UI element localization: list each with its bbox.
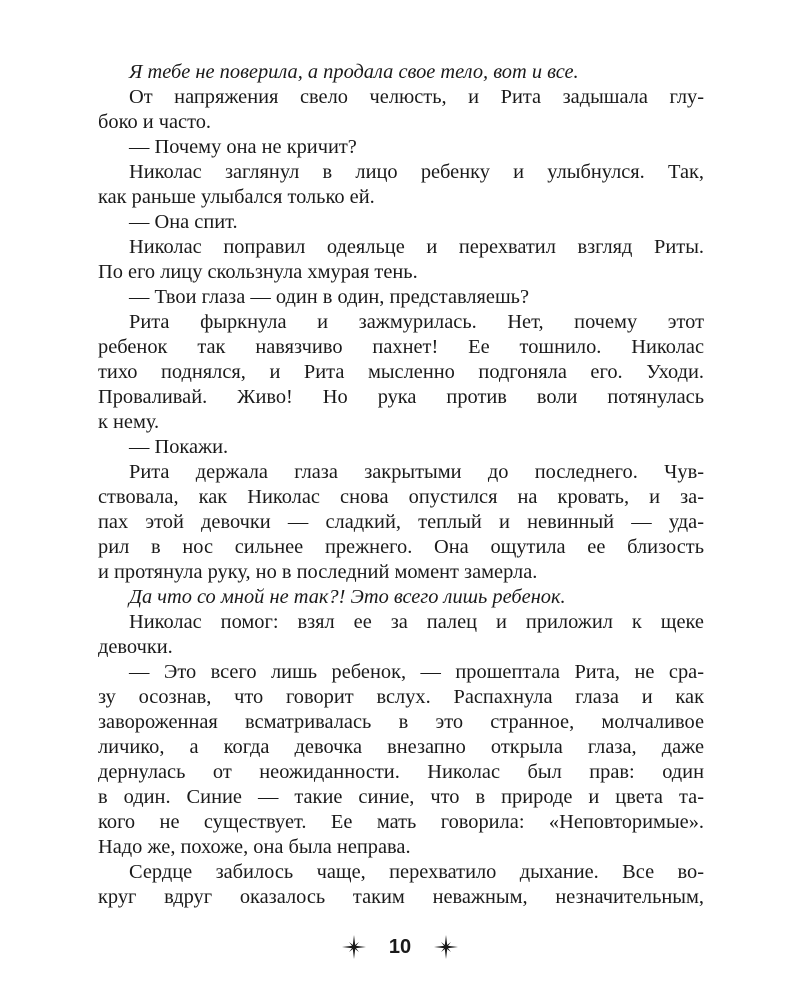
text-line: ствовала, как Николас снова опустился на кровать, и за- (98, 486, 704, 508)
text-line: круг вдруг оказалось таким неважным, незначительным, (98, 886, 704, 908)
text-line: Я тебе не поверила, а продала свое тело, вот и все. (129, 61, 579, 83)
text-line: От напряжения свело челюсть, и Рита задышала глу- (129, 86, 704, 108)
text-line: По его лицу скользнула хмурая тень. (98, 261, 418, 283)
page-footer (0, 932, 800, 962)
text-line: — Она спит. (129, 211, 238, 233)
text-line: пах этой девочки — сладкий, теплый и невинный — уда- (98, 511, 704, 533)
text-line: рил в нос сильнее прежнего. Она ощутила ее близость (98, 536, 704, 558)
text-line: в один. Синие — такие синие, что в природе и цвета та- (98, 786, 704, 808)
text-line: — Почему она не кричит? (129, 136, 357, 158)
text-line: к нему. (98, 411, 160, 433)
star-ornament-icon (341, 934, 367, 960)
text-line: девочки. (98, 636, 173, 658)
text-line: — Покажи. (129, 436, 229, 458)
text-line: Николас заглянул в лицо ребенку и улыбнулся. Так, (129, 161, 704, 183)
text-line: — Твои глаза — один в один, представляешь? (129, 286, 530, 308)
text-line: Надо же, похоже, она была неправа. (98, 836, 411, 858)
text-line: Рита держала глаза закрытыми до последнего. Чув- (129, 461, 704, 483)
text-line: и протянула руку, но в последний момент замерла. (98, 561, 538, 583)
text-line: Да что со мной не так?! Это всего лишь ребенок. (129, 586, 566, 608)
text-line: завороженная всматривалась в это странное, молчаливое (98, 711, 704, 733)
text-line: Николас поправил одеяльце и перехватил взгляд Риты. (129, 236, 704, 258)
text-line: дернулась от неожиданности. Николас был прав: один (98, 761, 704, 783)
text-line: тихо поднялся, и Рита мысленно подгоняла его. Уходи. (98, 361, 704, 383)
text-line: Рита фыркнула и зажмурилась. Нет, почему этот (129, 311, 704, 333)
page-number: 10 (388, 935, 412, 958)
text-line: личико, а когда девочка внезапно открыла глаза, даже (98, 736, 704, 758)
text-line: зу осознав, что говорит вслух. Распахнула глаза и как (98, 686, 704, 708)
text-line: Сердце забилось чаще, перехватило дыхание. Все во- (129, 861, 704, 883)
text-line: как раньше улыбался только ей. (98, 186, 375, 208)
text-line: ребенок так навязчиво пахнет! Ее тошнило. Николас (98, 336, 704, 358)
star-ornament-icon (433, 934, 459, 960)
text-line: — Это всего лишь ребенок, — прошептала Рита, не сра- (129, 661, 704, 683)
text-line: кого не существует. Ее мать говорила: «Неповторимые». (98, 811, 704, 833)
text-line: Николас помог: взял ее за палец и приложил к щеке (129, 611, 704, 633)
text-line: боко и часто. (98, 111, 212, 133)
text-line: Проваливай. Живо! Но рука против воли потянулась (98, 386, 704, 408)
book-page-text (98, 60, 704, 910)
